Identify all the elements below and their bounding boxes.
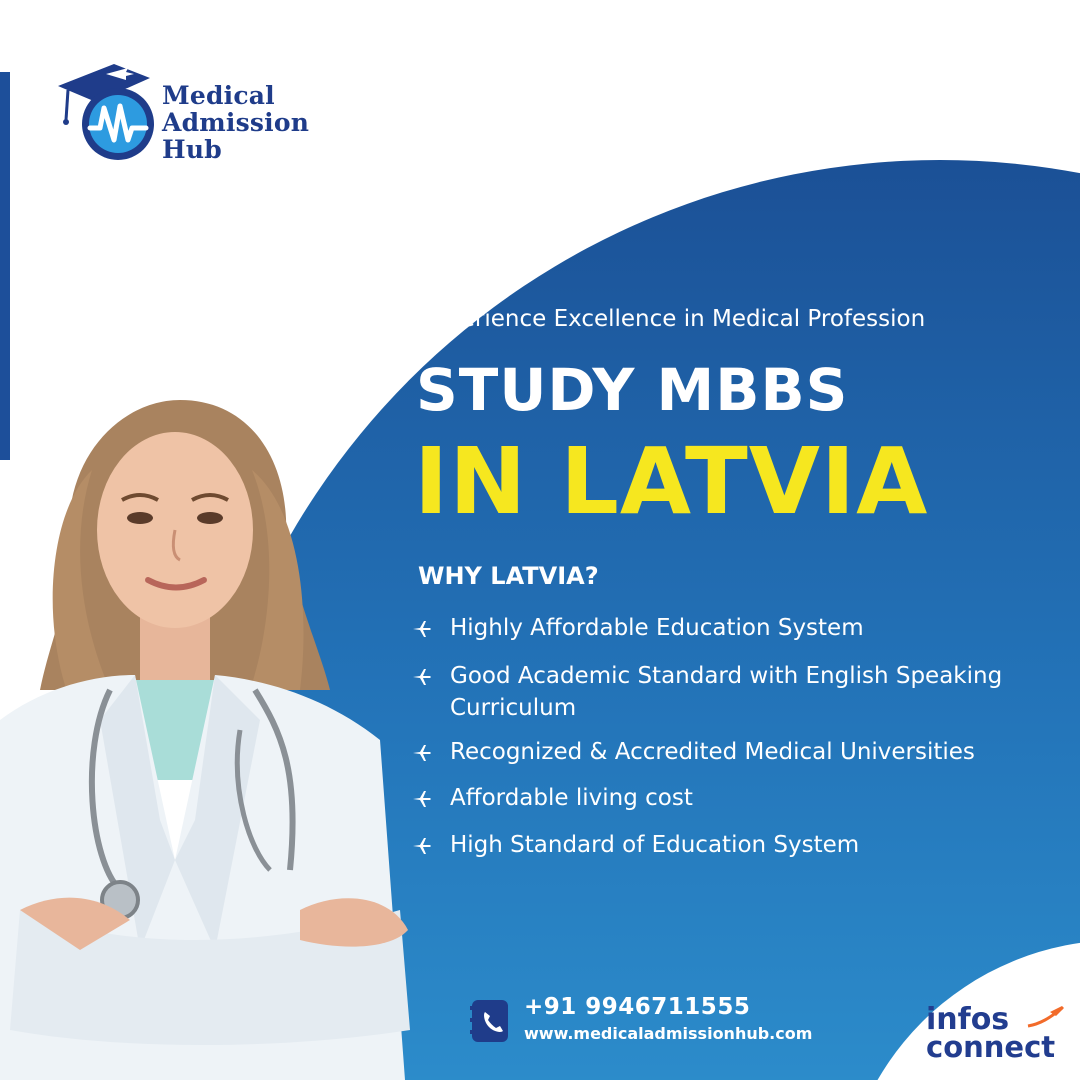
headline-study-mbbs: STUDY MBBS [416, 356, 849, 424]
partner-name-line1: infos [926, 1002, 1010, 1037]
logo-wordmark [162, 82, 309, 163]
partner-name-line2: connect [926, 1030, 1056, 1064]
phone-number[interactable]: +91 9946711555 [524, 994, 751, 1020]
list-item [410, 736, 975, 768]
website-link[interactable]: www.medicaladmissionhub.com [524, 1024, 813, 1043]
why-heading: WHY LATVIA? [418, 562, 599, 590]
airplane-icon [412, 790, 432, 808]
reason-text: Highly Affordable Education System [450, 615, 864, 641]
airplane-icon [412, 668, 432, 686]
airplane-icon [412, 744, 432, 762]
headline-in-latvia: IN LATVIA [414, 428, 929, 535]
partner-logo [922, 1002, 1072, 1068]
airplane-icon [412, 837, 432, 855]
reason-text: Recognized & Accredited Medical Universities [450, 739, 975, 765]
logo-line-2: Admission [162, 108, 310, 137]
list-item [410, 612, 864, 644]
logo-emblem-icon [52, 44, 162, 164]
airplane-icon [412, 620, 432, 638]
brand-logo[interactable] [52, 44, 352, 164]
reason-text: Affordable living cost [450, 785, 693, 811]
logo-line-1: Medical [162, 81, 275, 110]
tagline: Experience Excellence in Medical Profession [418, 306, 926, 332]
list-item [410, 782, 693, 814]
logo-line-3: Hub [162, 135, 222, 164]
reason-text: Good Academic Standard with English Speaking Curriculum [450, 663, 1003, 721]
airplane-icon [1026, 1004, 1066, 1030]
doctor-photo [0, 390, 430, 1080]
reason-text: High Standard of Education System [450, 832, 860, 858]
list-item [410, 829, 859, 861]
list-item [410, 660, 1030, 724]
phone-book-icon [470, 998, 512, 1044]
